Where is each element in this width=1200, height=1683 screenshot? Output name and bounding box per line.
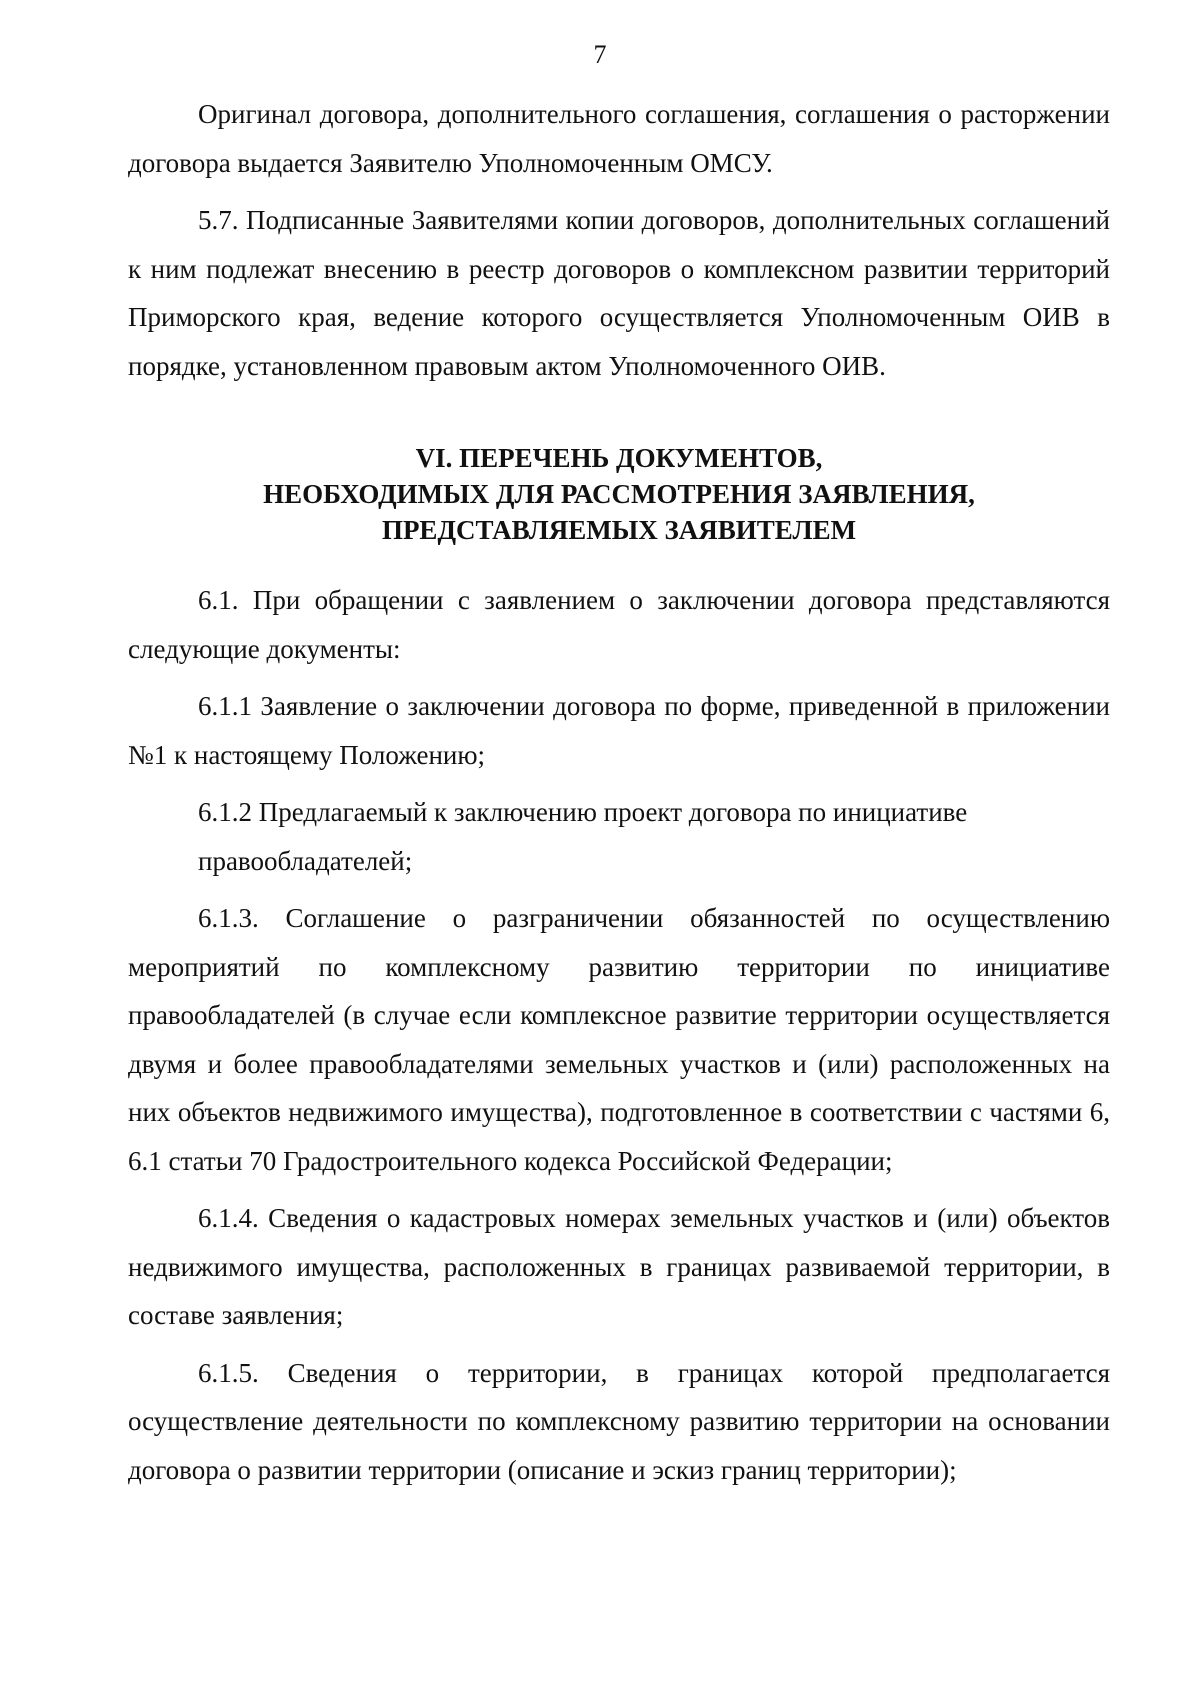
section-heading-line-2: НЕОБХОДИМЫХ ДЛЯ РАССМОТРЕНИЯ ЗАЯВЛЕНИЯ, <box>263 479 975 509</box>
document-body <box>128 90 1110 1494</box>
paragraph-6-1: 6.1. При обращении с заявлением о заключении договора представляются следующие документы: <box>128 585 1110 664</box>
paragraph-6-1-2: 6.1.2 Предлагаемый к заключению проект договора по инициативе <box>198 797 968 827</box>
paragraph-original-contract: Оригинал договора, дополнительного соглашения, соглашения о расторжении договора выдается Заявителю Уполномоченным ОМСУ. <box>128 99 1110 178</box>
paragraph-6-1-2-continuation: правообладателей; <box>198 845 413 876</box>
section-heading-line-1: VI. ПЕРЕЧЕНЬ ДОКУМЕНТОВ, <box>415 443 823 473</box>
paragraph-6-1-3: 6.1.3. Соглашение о разграничении обязанностей по осуществлению мероприятий по комплексному развитию территории по инициативе правообладателей (в случае если комплексное развитие территории осуществляется двумя и более правообладателями земельных участков и (или) расположенных на них объектов недвижимого имущества), подготовленное в соответствии с частями 6, 6.1 статьи 70 Градостроительного кодекса Российской Федерации; <box>128 903 1110 1176</box>
page-number: 7 <box>593 40 607 69</box>
paragraph-6-1-1: 6.1.1 Заявление о заключении договора по форме, приведенной в приложении №1 к настоящему Положению; <box>128 691 1110 770</box>
paragraph-6-1-4: 6.1.4. Сведения о кадастровых номерах земельных участков и (или) объектов недвижимого имущества, расположенных в границах развиваемой территории, в составе заявления; <box>128 1203 1110 1330</box>
paragraph-6-1-5: 6.1.5. Сведения о территории, в границах которой предполагается осуществление деятельности по комплексному развитию территории на основании договора о развитии территории (описание и эскиз границ территории); <box>128 1357 1110 1485</box>
section-heading <box>128 440 1110 548</box>
paragraph-5-7: 5.7. Подписанные Заявителями копии договоров, дополнительных соглашений к ним подлежат внесению в реестр договоров о комплексном развитии территорий Приморского края, ведение которого осуществляется Уполномоченным ОИВ в порядке, установленном правовым актом Уполномоченного ОИВ. <box>128 205 1110 381</box>
section-heading-line-3: ПРЕДСТАВЛЯЕМЫХ ЗАЯВИТЕЛЕМ <box>381 515 857 545</box>
